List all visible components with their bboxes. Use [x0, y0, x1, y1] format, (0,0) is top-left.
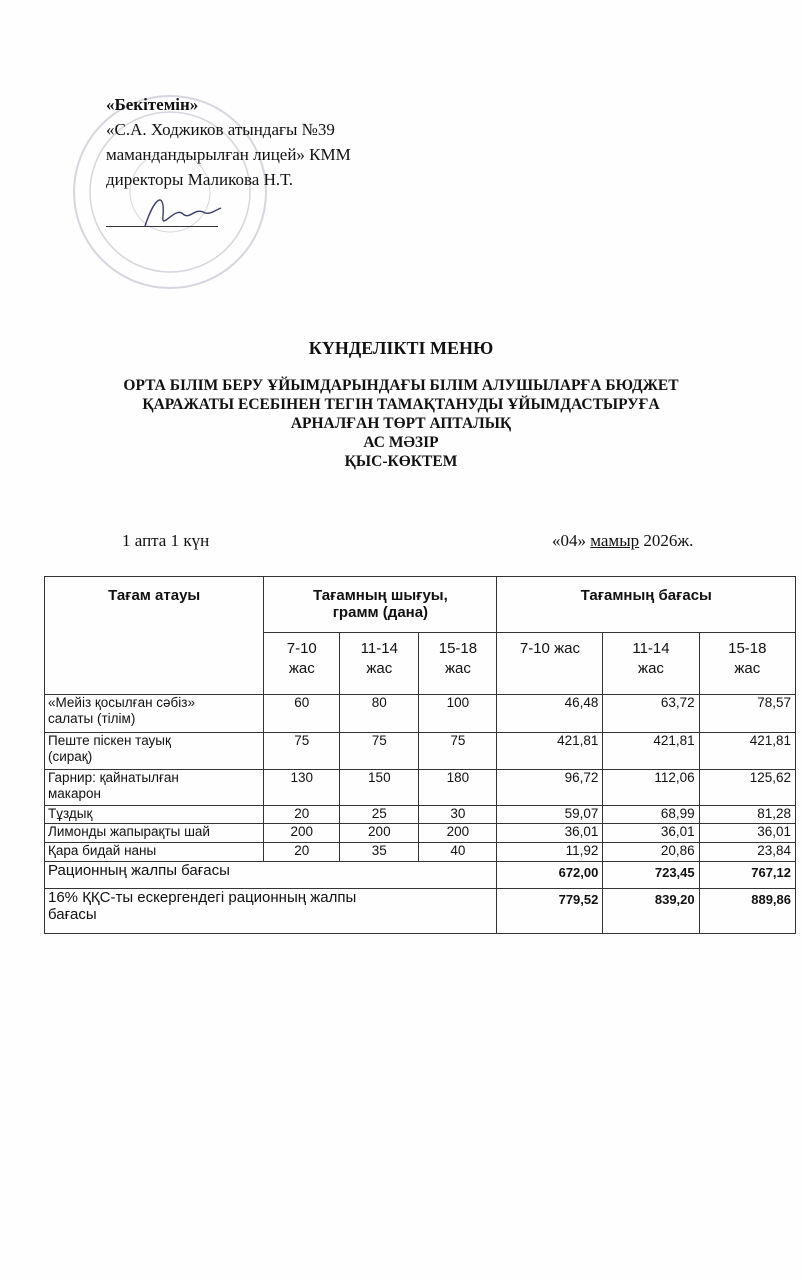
yield-cell: 200 — [419, 824, 497, 843]
approval-line-1: «С.А. Ходжиков атындағы №39 — [106, 120, 335, 139]
total-vat-price-cell: 779,52 — [497, 889, 603, 934]
date-day: «04» — [552, 531, 586, 550]
yield-age-15-18: 15-18 жас — [419, 633, 497, 695]
yield-age-7-10: 7-10 жас — [264, 633, 340, 695]
price-cell: 125,62 — [699, 770, 795, 806]
total-row — [45, 862, 796, 889]
yield-cell: 75 — [264, 733, 340, 770]
total-vat-price-cell: 839,20 — [603, 889, 699, 934]
yield-header-line-1: Тағамның шығуы, — [312, 587, 448, 604]
price-cell: 36,01 — [603, 824, 699, 843]
price-cell: 36,01 — [699, 824, 795, 843]
price-cell: 421,81 — [497, 733, 603, 770]
yield-cell: 40 — [419, 843, 497, 862]
date-month: мамыр — [590, 531, 640, 550]
total-vat-price-cell: 889,86 — [699, 889, 795, 934]
table-row — [45, 733, 796, 770]
dish-name-header: Тағам атауы — [45, 577, 264, 695]
approval-line-2: мамандандырылған лицей» КММ — [106, 145, 351, 164]
yield-cell: 75 — [340, 733, 419, 770]
price-cell: 78,57 — [699, 695, 795, 733]
price-cell: 63,72 — [603, 695, 699, 733]
subtitle-line-2: ҚАРАЖАТЫ ЕСЕБІНЕН ТЕГІН ТАМАҚТАНУДЫ ҰЙЫМДАСТЫРУҒА — [142, 396, 660, 413]
approval-block — [106, 92, 351, 192]
page-title: КҮНДЕЛІКТІ МЕНЮ — [308, 338, 494, 358]
price-cell: 112,06 — [603, 770, 699, 806]
yield-cell: 200 — [340, 824, 419, 843]
yield-cell: 20 — [264, 806, 340, 824]
subtitle-line-3: АРНАЛҒАН ТӨРТ АПТАЛЫҚ — [290, 415, 512, 432]
menu-date — [552, 531, 693, 551]
yield-cell: 200 — [264, 824, 340, 843]
dish-name: Пеште піскен тауық (сирақ) — [45, 733, 264, 770]
price-header: Тағамның бағасы — [497, 577, 796, 633]
yield-cell: 130 — [264, 770, 340, 806]
total-price-cell: 723,45 — [603, 862, 699, 889]
total-vat-label: 16% ҚҚС-ты ескергендегі рационның жалпы бағасы — [45, 889, 497, 934]
price-age-11-14: 11-14 жас — [603, 633, 699, 695]
dish-name: Лимонды жапырақты шай — [45, 824, 264, 843]
total-label: Рационның жалпы бағасы — [45, 862, 497, 889]
approval-line-3: директоры Маликова Н.Т. — [106, 170, 294, 189]
menu-subtitle — [0, 376, 802, 471]
yield-cell: 180 — [419, 770, 497, 806]
approval-header: «Бекітемін» — [106, 95, 199, 114]
price-cell: 20,86 — [603, 843, 699, 862]
price-cell: 36,01 — [497, 824, 603, 843]
week-day-label: 1 апта 1 күн — [122, 531, 210, 550]
yield-header — [264, 577, 497, 633]
price-cell: 96,72 — [497, 770, 603, 806]
yield-cell: 30 — [419, 806, 497, 824]
price-cell: 421,81 — [603, 733, 699, 770]
price-cell: 23,84 — [699, 843, 795, 862]
yield-cell: 25 — [340, 806, 419, 824]
table-row — [45, 770, 796, 806]
price-cell: 81,28 — [699, 806, 795, 824]
yield-age-11-14: 11-14 жас — [340, 633, 419, 695]
table-row — [45, 806, 796, 824]
subtitle-line-1: ОРТА БІЛІМ БЕРУ ҰЙЫМДАРЫНДАҒЫ БІЛІМ АЛУШЫЛАРҒА БЮДЖЕТ — [123, 377, 679, 394]
price-cell: 421,81 — [699, 733, 795, 770]
table-row — [45, 824, 796, 843]
subtitle-line-5: ҚЫС-КӨКТЕМ — [344, 453, 458, 470]
yield-cell: 60 — [264, 695, 340, 733]
yield-cell: 20 — [264, 843, 340, 862]
total-price-cell: 767,12 — [699, 862, 795, 889]
total-price-cell: 672,00 — [497, 862, 603, 889]
yield-cell: 75 — [419, 733, 497, 770]
price-age-15-18: 15-18 жас — [699, 633, 795, 695]
table-row — [45, 695, 796, 733]
price-cell: 68,99 — [603, 806, 699, 824]
signature-mark — [125, 186, 225, 236]
yield-cell: 80 — [340, 695, 419, 733]
date-year: 2026ж. — [643, 531, 694, 550]
dish-name: Гарнир: қайнатылған макарон — [45, 770, 264, 806]
yield-cell: 35 — [340, 843, 419, 862]
price-cell: 11,92 — [497, 843, 603, 862]
total-vat-row — [45, 889, 796, 934]
price-age-7-10: 7-10 жас — [497, 633, 603, 695]
table-row — [45, 843, 796, 862]
price-cell: 46,48 — [497, 695, 603, 733]
dish-name: Қара бидай наны — [45, 843, 264, 862]
dish-name: Тұздық — [45, 806, 264, 824]
subtitle-line-4: АС МӘЗІР — [363, 434, 439, 451]
menu-table — [44, 576, 796, 934]
yield-cell: 150 — [340, 770, 419, 806]
dish-name: «Мейіз қосылған сәбіз» салаты (тілім) — [45, 695, 264, 733]
signature-line — [106, 226, 218, 227]
yield-cell: 100 — [419, 695, 497, 733]
price-cell: 59,07 — [497, 806, 603, 824]
yield-header-line-2: грамм (дана) — [332, 604, 429, 621]
